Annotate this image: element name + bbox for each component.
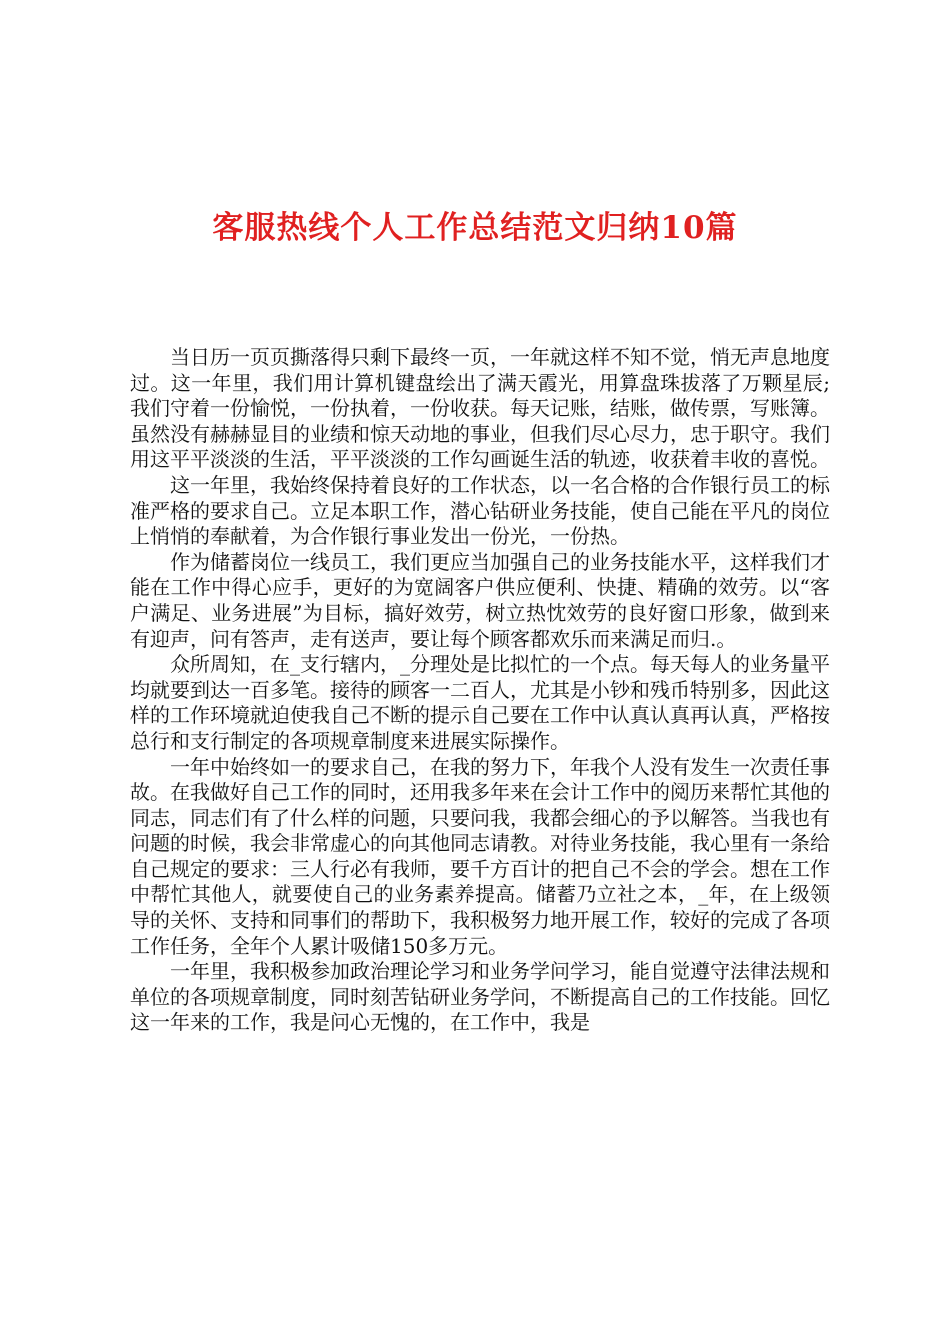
document-body (130, 345, 830, 1036)
paragraph-5: 一年中始终如一的要求自己，在我的努力下，年我个人没有发生一次责任事故。在我做好自己工作的同时，还用我多年来在会计工作中的阅历来帮忙其他的同志，同志们有了什么样的问题，只要问我，我都会细心的予以解答。当我也有问题的时候，我会非常虚心的向其他同志请教。对待业务技能，我心里有一条给自己规定的要求：三人行必有我师，要千方百计的把自己不会的学会。想在工作中帮忙其他人，就要使自己的业务素养提高。储蓄乃立社之本，_年，在上级领导的关怀、支持和同事们的帮助下，我积极努力地开展工作，较好的完成了各项工作任务，全年个人累计吸储150多万元。 (130, 754, 830, 958)
paragraph-6: 一年里，我积极参加政治理论学习和业务学问学习，能自觉遵守法律法规和单位的各项规章制度，同时刻苦钻研业务学问，不断提高自己的工作技能。回忆这一年来的工作，我是问心无愧的，在工作中，我是 (130, 959, 830, 1035)
paragraph-2: 这一年里，我始终保持着良好的工作状态，以一名合格的合作银行员工的标准严格的要求自己。立足本职工作，潜心钻研业务技能，使自己能在平凡的岗位上悄悄的奉献着，为合作银行事业发出一份光，一份热。 (130, 472, 830, 549)
document-title: 客服热线个人工作总结范文归纳10篇 (212, 210, 738, 246)
paragraph-1: 当日历一页页撕落得只剩下最终一页，一年就这样不知不觉，悄无声息地度过。这一年里，我们用计算机键盘绘出了满天霞光，用算盘珠拔落了万颗星辰;我们守着一份愉悦，一份执着，一份收获。每天记账，结账，做传票，写账簿。虽然没有赫赫显目的业绩和惊天动地的事业，但我们尽心尽力，忠于职守。我们用这平平淡淡的生活，平平淡淡的工作勾画诞生活的轨迹，收获着丰收的喜悦。 (130, 345, 830, 472)
paragraph-3: 作为储蓄岗位一线员工，我们更应当加强自己的业务技能水平，这样我们才能在工作中得心应手，更好的为宽阔客户供应便利、快捷、精确的效劳。以“客户满足、业务进展”为目标，搞好效劳，树立热忱效劳的良好窗口形象，做到来有迎声，问有答声，走有送声，要让每个顾客都欢乐而来满足而归.。 (130, 549, 830, 651)
paragraph-4: 众所周知，在_支行辖内，_分理处是比拟忙的一个点。每天每人的业务量平均就要到达一百多笔。接待的顾客一二百人，尤其是小钞和残币特别多，因此这样的工作环境就迫使我自己不断的提示自己要在工作中认真认真再认真，严格按总行和支行制定的各项规章制度来进展实际操作。 (130, 652, 830, 753)
